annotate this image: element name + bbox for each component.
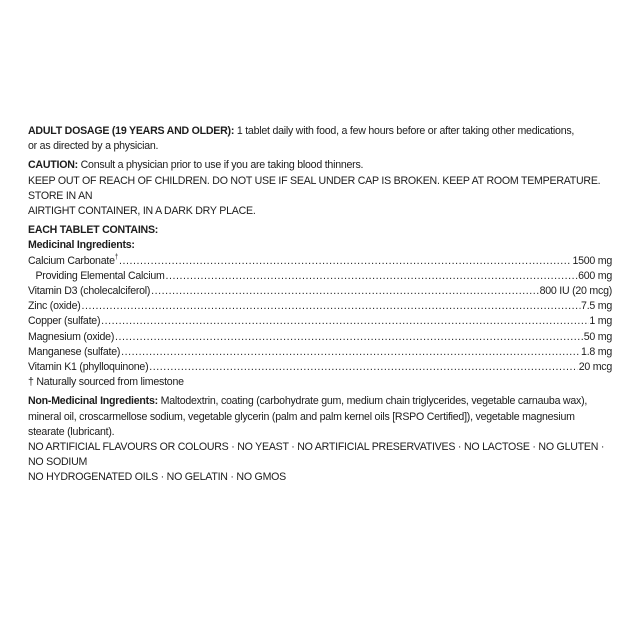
ingredient-amount: 1500 mg	[572, 254, 613, 267]
non-medicinal-text: mineral oil, croscarmellose sodium, vegetable glycerin (palm and palm kernel oils [RSPO Certified]), vegetable magnesium	[28, 410, 575, 423]
ingredient-row	[28, 269, 612, 284]
caution-paragraph	[28, 158, 612, 173]
dosage-heading: ADULT DOSAGE (19 YEARS AND OLDER):	[28, 125, 235, 137]
dosage-text-line2: or as directed by a physician.	[28, 140, 159, 153]
dot-leader	[121, 345, 580, 360]
ingredient-name: Vitamin K1 (phylloquinone)	[28, 361, 149, 374]
ingredient-name: Manganese (sulfate)	[28, 345, 121, 358]
ingredient-row	[28, 254, 612, 269]
warning-line: AIRTIGHT CONTAINER, IN A DARK DRY PLACE.	[28, 205, 256, 218]
ingredient-amount: 1.8 mg	[581, 345, 613, 358]
caution-text: Consult a physician prior to use if you are taking blood thinners.	[77, 159, 364, 172]
ingredient-name: Providing Elemental Calcium	[35, 269, 165, 282]
ingredient-name: Copper (sulfate)	[28, 315, 101, 328]
ingredient-row	[28, 360, 612, 375]
medicinal-ingredients-heading: Medicinal Ingredients:	[28, 239, 135, 252]
dot-leader	[119, 254, 571, 269]
tablet-contains-heading: EACH TABLET CONTAINS:	[28, 224, 159, 237]
caution-heading: CAUTION:	[28, 159, 78, 172]
ingredient-row	[28, 314, 612, 329]
ingredient-amount: 800 IU (20 mcg)	[539, 285, 613, 298]
ingredient-row	[28, 299, 612, 314]
ingredient-amount: 50 mg	[583, 330, 613, 343]
ingredient-name: Calcium Carbonate†	[28, 253, 119, 267]
ingredient-amount: 20 mcg	[578, 361, 613, 374]
free-from-line: NO ARTIFICIAL FLAVOURS OR COLOURS · NO YEAST · NO ARTIFICIAL PRESERVATIVES · NO LACTOSE · NO GLUTEN · NO SODIUM	[28, 441, 605, 469]
ingredient-name: Zinc (oxide)	[28, 300, 81, 313]
non-medicinal-paragraph	[28, 394, 612, 409]
ingredient-list	[28, 254, 612, 376]
ingredient-row	[28, 330, 612, 345]
ingredient-row	[28, 284, 612, 299]
dosage-text: 1 tablet daily with food, a few hours before or after taking other medications,	[234, 125, 575, 137]
dot-leader	[101, 314, 588, 329]
ingredient-row	[28, 345, 612, 360]
warning-line: KEEP OUT OF REACH OF CHILDREN. DO NOT USE IF SEAL UNDER CAP IS BROKEN. KEEP AT ROOM TEMPERATURE. STORE IN AN	[28, 174, 601, 202]
ingredient-name: Magnesium (oxide)	[28, 330, 115, 343]
non-medicinal-text: stearate (lubricant).	[28, 425, 115, 438]
ingredient-amount: 600 mg	[578, 269, 613, 282]
non-medicinal-text: Maltodextrin, coating (carbohydrate gum, medium chain triglycerides, vegetable carnauba wax),	[157, 395, 588, 408]
non-medicinal-heading: Non-Medicinal Ingredients:	[28, 395, 158, 408]
ingredient-mark: †	[114, 253, 119, 261]
dot-leader	[166, 269, 578, 284]
ingredient-amount: 1 mg	[589, 315, 613, 328]
free-from-line: NO HYDROGENATED OILS · NO GELATIN · NO GMOS	[28, 471, 287, 484]
dot-leader	[151, 284, 538, 299]
footnote: † Naturally sourced from limestone	[28, 376, 184, 389]
dosage-paragraph	[28, 124, 612, 139]
ingredient-amount: 7.5 mg	[581, 300, 613, 313]
dot-leader	[149, 360, 577, 375]
dot-leader	[115, 330, 583, 345]
ingredient-name: Vitamin D3 (cholecalciferol)	[28, 285, 151, 298]
dot-leader	[81, 299, 580, 314]
product-label	[28, 124, 612, 486]
